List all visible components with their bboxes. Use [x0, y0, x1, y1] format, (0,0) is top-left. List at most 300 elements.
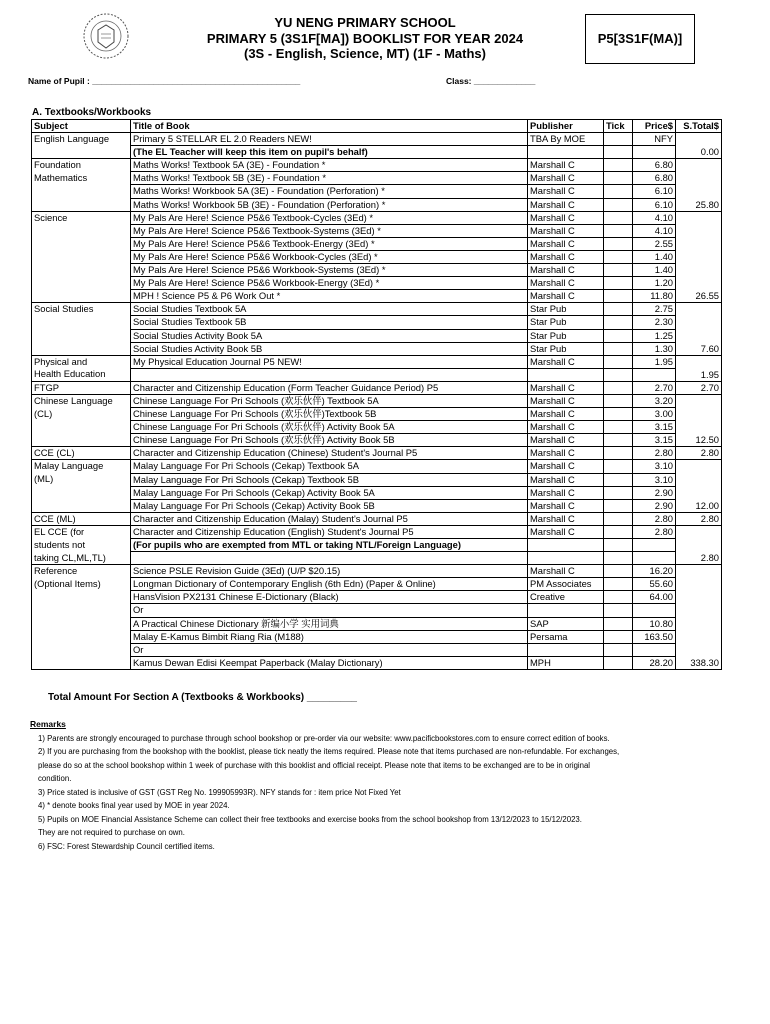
publisher-cell: Marshall C	[528, 264, 604, 277]
tick-checkbox-cell[interactable]	[604, 486, 633, 499]
publisher-cell: Marshall C	[528, 198, 604, 211]
col-header-subject: Subject	[32, 120, 131, 133]
book-title-cell: My Pals Are Here! Science P5&6 Workbook-Energy (3Ed) *	[131, 277, 528, 290]
publisher-cell: Star Pub	[528, 303, 604, 316]
table-row	[32, 290, 722, 303]
pupil-name-field[interactable]: Name of Pupil : ____________________________________________	[28, 76, 301, 86]
book-title-cell: Social Studies Textbook 5B	[131, 316, 528, 329]
subtotal-cell	[676, 630, 722, 643]
table-row	[32, 342, 722, 355]
table-row	[32, 185, 722, 198]
subtotal-cell	[676, 578, 722, 591]
price-cell: 6.80	[633, 172, 676, 185]
subject-cell	[32, 617, 131, 630]
price-cell: 3.20	[633, 394, 676, 407]
tick-checkbox-cell[interactable]	[604, 277, 633, 290]
tick-checkbox-cell[interactable]	[604, 408, 633, 421]
tick-checkbox-cell[interactable]	[604, 172, 633, 185]
booklist-table	[31, 119, 722, 670]
book-title-cell: A Practical Chinese Dictionary 新编小学 实用词典	[131, 617, 528, 630]
price-cell: 2.55	[633, 237, 676, 250]
tick-checkbox-cell[interactable]	[604, 316, 633, 329]
table-row	[32, 264, 722, 277]
price-cell: 6.10	[633, 185, 676, 198]
table-row	[32, 643, 722, 656]
subtotal-cell	[676, 539, 722, 552]
subtotal-cell: 1.95	[676, 368, 722, 381]
table-row	[32, 630, 722, 643]
table-row	[32, 211, 722, 224]
publisher-cell: Star Pub	[528, 329, 604, 342]
subtotal-cell: 25.80	[676, 198, 722, 211]
publisher-cell: Marshall C	[528, 159, 604, 172]
subject-cell: students not	[32, 539, 131, 552]
tick-checkbox-cell[interactable]	[604, 539, 633, 552]
publisher-cell: Marshall C	[528, 434, 604, 447]
price-cell: 2.90	[633, 486, 676, 499]
price-cell: 1.40	[633, 250, 676, 263]
subtotal-cell: 0.00	[676, 146, 722, 159]
tick-checkbox-cell[interactable]	[604, 565, 633, 578]
tick-checkbox-cell[interactable]	[604, 159, 633, 172]
subject-cell	[32, 277, 131, 290]
remarks-title: Remarks	[30, 719, 66, 729]
tick-checkbox-cell[interactable]	[604, 552, 633, 565]
table-row	[32, 525, 722, 538]
book-title-cell: Or	[131, 604, 528, 617]
subject-cell: Reference	[32, 565, 131, 578]
tick-checkbox-cell[interactable]	[604, 355, 633, 368]
table-row	[32, 146, 722, 159]
book-title-cell: Maths Works! Textbook 5A (3E) - Foundation *	[131, 159, 528, 172]
subtotal-cell	[676, 460, 722, 473]
publisher-cell: Marshall C	[528, 224, 604, 237]
price-cell: 64.00	[633, 591, 676, 604]
table-row	[32, 591, 722, 604]
tick-checkbox-cell[interactable]	[604, 591, 633, 604]
tick-checkbox-cell[interactable]	[604, 224, 633, 237]
table-row	[32, 237, 722, 250]
book-title-cell	[131, 552, 528, 565]
subject-cell	[32, 250, 131, 263]
subject-cell: CCE (CL)	[32, 447, 131, 460]
price-cell	[633, 368, 676, 381]
section-a-title: A. Textbooks/Workbooks	[32, 107, 152, 118]
price-cell: 1.25	[633, 329, 676, 342]
table-row	[32, 539, 722, 552]
subtotal-cell	[676, 408, 722, 421]
document-title-block	[150, 15, 580, 62]
book-title-cell: Malay Language For Pri Schools (Cekap) Textbook 5B	[131, 473, 528, 486]
table-header-row	[32, 120, 722, 133]
subtotal-cell: 26.55	[676, 290, 722, 303]
subject-cell: (ML)	[32, 473, 131, 486]
subtotal-cell	[676, 172, 722, 185]
subtotal-cell	[676, 250, 722, 263]
publisher-cell: Marshall C	[528, 408, 604, 421]
price-cell: 3.10	[633, 473, 676, 486]
tick-checkbox-cell[interactable]	[604, 185, 633, 198]
publisher-cell: Marshall C	[528, 525, 604, 538]
booklist-subtitle: (3S - English, Science, MT) (1F - Maths)	[244, 46, 486, 61]
table-row	[32, 486, 722, 499]
subtotal-cell	[676, 591, 722, 604]
tick-checkbox-cell[interactable]	[604, 447, 633, 460]
tick-checkbox-cell[interactable]	[604, 473, 633, 486]
subject-cell: Malay Language	[32, 460, 131, 473]
subject-cell: taking CL,ML,TL)	[32, 552, 131, 565]
tick-checkbox-cell[interactable]	[604, 381, 633, 394]
publisher-cell: Marshall C	[528, 277, 604, 290]
col-header-tick: Tick	[604, 120, 633, 133]
publisher-cell: Star Pub	[528, 316, 604, 329]
publisher-cell: Marshall C	[528, 290, 604, 303]
tick-checkbox-cell[interactable]	[604, 342, 633, 355]
subject-cell: Foundation	[32, 159, 131, 172]
price-cell: 1.40	[633, 264, 676, 277]
subtotal-cell: 2.80	[676, 447, 722, 460]
subject-cell	[32, 342, 131, 355]
subtotal-cell	[676, 316, 722, 329]
tick-checkbox-cell[interactable]	[604, 264, 633, 277]
subtotal-cell	[676, 329, 722, 342]
price-cell: 10.80	[633, 617, 676, 630]
subject-cell	[32, 656, 131, 669]
col-header-price: Price$	[633, 120, 676, 133]
subject-cell	[32, 224, 131, 237]
book-title-cell: Malay Language For Pri Schools (Cekap) Activity Book 5B	[131, 499, 528, 512]
subtotal-cell	[676, 355, 722, 368]
book-title-cell: Character and Citizenship Education (Malay) Student's Journal P5	[131, 512, 528, 525]
subtotal-cell	[676, 277, 722, 290]
table-row	[32, 159, 722, 172]
subtotal-cell	[676, 525, 722, 538]
book-title-cell: (The EL Teacher will keep this item on pupil's behalf)	[131, 146, 528, 159]
price-cell: 4.10	[633, 224, 676, 237]
publisher-cell: Marshall C	[528, 355, 604, 368]
subject-cell	[32, 486, 131, 499]
subject-cell: EL CCE (for	[32, 525, 131, 538]
table-row	[32, 355, 722, 368]
book-title-cell: (For pupils who are exempted from MTL or taking NTL/Foreign Language)	[131, 539, 528, 552]
subtotal-cell: 2.70	[676, 381, 722, 394]
subtotal-cell: 2.80	[676, 552, 722, 565]
subtotal-cell	[676, 264, 722, 277]
price-cell: 6.10	[633, 198, 676, 211]
subtotal-cell	[676, 394, 722, 407]
subtotal-cell	[676, 211, 722, 224]
book-title-cell: MPH ! Science P5 & P6 Work Out *	[131, 290, 528, 303]
price-cell: 2.80	[633, 447, 676, 460]
book-title-cell: Social Studies Activity Book 5A	[131, 329, 528, 342]
subject-cell	[32, 499, 131, 512]
class-field[interactable]: Class: _____________	[446, 76, 536, 86]
tick-checkbox-cell[interactable]	[604, 198, 633, 211]
book-title-cell: Or	[131, 643, 528, 656]
publisher-cell: Marshall C	[528, 447, 604, 460]
col-header-subtotal: S.Total$	[676, 120, 722, 133]
price-cell	[633, 539, 676, 552]
book-title-cell: Primary 5 STELLAR EL 2.0 Readers NEW!	[131, 133, 528, 146]
subject-cell	[32, 421, 131, 434]
class-code-box: P5[3S1F(MA)]	[585, 14, 695, 64]
tick-checkbox-cell[interactable]	[604, 578, 633, 591]
publisher-cell: Marshall C	[528, 185, 604, 198]
publisher-cell: Marshall C	[528, 237, 604, 250]
subtotal-cell	[676, 421, 722, 434]
book-title-cell: My Pals Are Here! Science P5&6 Textbook-Energy (3Ed) *	[131, 237, 528, 250]
book-title-cell: Chinese Language For Pri Schools (欢乐伙伴)Textbook 5B	[131, 408, 528, 421]
subject-cell	[32, 290, 131, 303]
subtotal-cell	[676, 303, 722, 316]
table-row	[32, 277, 722, 290]
table-row	[32, 421, 722, 434]
book-title-cell: My Pals Are Here! Science P5&6 Workbook-Cycles (3Ed) *	[131, 250, 528, 263]
tick-checkbox-cell[interactable]	[604, 460, 633, 473]
tick-checkbox-cell[interactable]	[604, 290, 633, 303]
book-title-cell: My Pals Are Here! Science P5&6 Textbook-Cycles (3Ed) *	[131, 211, 528, 224]
booklist-title: PRIMARY 5 (3S1F[MA]) BOOKLIST FOR YEAR 2024	[206, 30, 524, 46]
price-cell: 3.00	[633, 408, 676, 421]
subject-cell: (CL)	[32, 408, 131, 421]
tick-checkbox-cell[interactable]	[604, 656, 633, 669]
price-cell: 2.70	[633, 381, 676, 394]
price-cell: 16.20	[633, 565, 676, 578]
subtotal-cell	[676, 473, 722, 486]
price-cell: 1.30	[633, 342, 676, 355]
subject-cell: Mathematics	[32, 172, 131, 185]
table-row	[32, 656, 722, 669]
col-header-title: Title of Book	[131, 120, 528, 133]
price-cell	[633, 604, 676, 617]
remarks-block	[30, 718, 750, 853]
table-row	[32, 368, 722, 381]
table-row	[32, 394, 722, 407]
subject-cell	[32, 198, 131, 211]
table-row	[32, 434, 722, 447]
tick-checkbox-cell[interactable]	[604, 643, 633, 656]
publisher-cell: Marshall C	[528, 486, 604, 499]
table-row	[32, 499, 722, 512]
publisher-cell	[528, 539, 604, 552]
subject-cell	[32, 146, 131, 159]
tick-checkbox-cell[interactable]	[604, 604, 633, 617]
publisher-cell: SAP	[528, 617, 604, 630]
subject-cell: CCE (ML)	[32, 512, 131, 525]
table-row	[32, 578, 722, 591]
table-row	[32, 473, 722, 486]
book-title-cell: Maths Works! Textbook 5B (3E) - Foundation *	[131, 172, 528, 185]
publisher-cell	[528, 368, 604, 381]
book-title-cell: HansVision PX2131 Chinese E-Dictionary (Black)	[131, 591, 528, 604]
subject-cell	[32, 237, 131, 250]
publisher-cell: Marshall C	[528, 211, 604, 224]
publisher-cell: Marshall C	[528, 250, 604, 263]
remark-item: please do so at the school bookshop within 1 week of purchase with this booklist and official receipt. Please note that items to be exchanged are to be in original	[38, 760, 591, 770]
remark-item: condition.	[38, 774, 72, 783]
table-row	[32, 408, 722, 421]
book-title-cell: Science PSLE Revision Guide (3Ed) (U/P $20.15)	[131, 565, 528, 578]
table-row	[32, 329, 722, 342]
tick-checkbox-cell[interactable]	[604, 421, 633, 434]
price-cell	[633, 643, 676, 656]
remark-item: They are not required to purchase on own.	[38, 828, 185, 837]
publisher-cell: Marshall C	[528, 421, 604, 434]
subtotal-cell	[676, 133, 722, 146]
subject-cell	[32, 643, 131, 656]
table-row	[32, 552, 722, 565]
tick-checkbox-cell[interactable]	[604, 368, 633, 381]
subject-cell	[32, 316, 131, 329]
table-row	[32, 460, 722, 473]
tick-checkbox-cell[interactable]	[604, 617, 633, 630]
tick-checkbox-cell[interactable]	[604, 211, 633, 224]
price-cell: 3.15	[633, 421, 676, 434]
tick-checkbox-cell[interactable]	[604, 512, 633, 525]
remark-item: 1) Parents are strongly encouraged to purchase through school bookshop or pre-order via our website: www.pacificbookstores.com to ensure correct edition of books.	[38, 733, 610, 743]
subject-cell: (Optional Items)	[32, 578, 131, 591]
publisher-cell	[528, 604, 604, 617]
publisher-cell: PM Associates	[528, 578, 604, 591]
publisher-cell: Persama	[528, 630, 604, 643]
book-title-cell: Social Studies Textbook 5A	[131, 303, 528, 316]
price-cell: 28.20	[633, 656, 676, 669]
subtotal-cell	[676, 565, 722, 578]
table-row	[32, 198, 722, 211]
publisher-cell: Marshall C	[528, 172, 604, 185]
subject-cell	[32, 604, 131, 617]
remark-item: 3) Price stated is inclusive of GST (GST Reg No. 199905993R). NFY stands for : item price Not Fixed Yet	[38, 787, 401, 797]
school-name: YU NENG PRIMARY SCHOOL	[274, 15, 456, 30]
publisher-cell: TBA By MOE	[528, 133, 604, 146]
subject-cell: English Language	[32, 133, 131, 146]
book-title-cell: Chinese Language For Pri Schools (欢乐伙伴) Activity Book 5B	[131, 434, 528, 447]
book-title-cell: Chinese Language For Pri Schools (欢乐伙伴) Textbook 5A	[131, 394, 528, 407]
book-title-cell: Maths Works! Workbook 5B (3E) - Foundation (Perforation) *	[131, 198, 528, 211]
price-cell	[633, 146, 676, 159]
price-cell: 2.30	[633, 316, 676, 329]
tick-checkbox-cell[interactable]	[604, 499, 633, 512]
price-cell: 2.90	[633, 499, 676, 512]
book-title-cell: Maths Works! Workbook 5A (3E) - Foundation (Perforation) *	[131, 185, 528, 198]
price-cell: 3.15	[633, 434, 676, 447]
book-title-cell: Malay Language For Pri Schools (Cekap) Textbook 5A	[131, 460, 528, 473]
subtotal-cell	[676, 224, 722, 237]
publisher-cell: Marshall C	[528, 473, 604, 486]
book-title-cell: Longman Dictionary of Contemporary English (6th Edn) (Paper & Online)	[131, 578, 528, 591]
subject-cell	[32, 591, 131, 604]
subject-cell: FTGP	[32, 381, 131, 394]
price-cell: 11.80	[633, 290, 676, 303]
table-row	[32, 316, 722, 329]
tick-checkbox-cell[interactable]	[604, 525, 633, 538]
tick-checkbox-cell[interactable]	[604, 630, 633, 643]
publisher-cell: Marshall C	[528, 460, 604, 473]
price-cell: 3.10	[633, 460, 676, 473]
book-title-cell: My Pals Are Here! Science P5&6 Textbook-Systems (3Ed) *	[131, 224, 528, 237]
price-cell: NFY	[633, 133, 676, 146]
tick-checkbox-cell[interactable]	[604, 434, 633, 447]
tick-checkbox-cell[interactable]	[604, 237, 633, 250]
publisher-cell: Marshall C	[528, 394, 604, 407]
price-cell: 4.10	[633, 211, 676, 224]
subject-cell: Social Studies	[32, 303, 131, 316]
section-a-total: Total Amount For Section A (Textbooks & Workbooks) _________	[48, 692, 357, 703]
remark-item: 6) FSC: Forest Stewardship Council certified items.	[38, 841, 215, 851]
subtotal-cell: 2.80	[676, 512, 722, 525]
book-title-cell: My Physical Education Journal P5 NEW!	[131, 355, 528, 368]
table-row	[32, 133, 722, 146]
tick-checkbox-cell[interactable]	[604, 394, 633, 407]
price-cell: 2.80	[633, 525, 676, 538]
publisher-cell	[528, 643, 604, 656]
tick-checkbox-cell[interactable]	[604, 133, 633, 146]
school-crest-logo	[82, 12, 130, 60]
subject-cell	[32, 434, 131, 447]
subtotal-cell	[676, 486, 722, 499]
subject-cell: Science	[32, 211, 131, 224]
price-cell	[633, 552, 676, 565]
subject-cell	[32, 264, 131, 277]
remark-item: 2) If you are purchasing from the bookshop with the booklist, please tick neatly the items required. Please note that items purchased are non-refundable. For exchanges,	[38, 747, 620, 756]
table-row	[32, 303, 722, 316]
subtotal-cell	[676, 643, 722, 656]
table-row	[32, 604, 722, 617]
tick-checkbox-cell[interactable]	[604, 146, 633, 159]
tick-checkbox-cell[interactable]	[604, 250, 633, 263]
table-row	[32, 512, 722, 525]
subject-cell: Health Education	[32, 368, 131, 381]
subtotal-cell	[676, 159, 722, 172]
book-title-cell: Character and Citizenship Education (Chinese) Student's Journal P5	[131, 447, 528, 460]
publisher-cell: MPH	[528, 656, 604, 669]
subject-cell	[32, 329, 131, 342]
publisher-cell: Marshall C	[528, 565, 604, 578]
price-cell: 1.20	[633, 277, 676, 290]
remark-item: 4) * denote books final year used by MOE in year 2024.	[38, 801, 230, 810]
col-header-publisher: Publisher	[528, 120, 604, 133]
tick-checkbox-cell[interactable]	[604, 329, 633, 342]
publisher-cell: Marshall C	[528, 512, 604, 525]
book-title-cell: Character and Citizenship Education (English) Student's Journal P5	[131, 525, 528, 538]
pupil-info-row	[28, 76, 748, 86]
subtotal-cell	[676, 604, 722, 617]
subtotal-cell: 12.00	[676, 499, 722, 512]
table-row	[32, 617, 722, 630]
subject-cell	[32, 185, 131, 198]
table-row	[32, 447, 722, 460]
table-row	[32, 250, 722, 263]
book-title-cell: Malay Language For Pri Schools (Cekap) Activity Book 5A	[131, 486, 528, 499]
book-title-cell: Malay E-Kamus Bimbit Riang Ria (M188)	[131, 630, 528, 643]
subject-cell	[32, 630, 131, 643]
book-title-cell: Kamus Dewan Edisi Keempat Paperback (Malay Dictionary)	[131, 656, 528, 669]
table-row	[32, 381, 722, 394]
subtotal-cell: 7.60	[676, 342, 722, 355]
subtotal-cell: 338.30	[676, 656, 722, 669]
subtotal-cell	[676, 237, 722, 250]
price-cell: 1.95	[633, 355, 676, 368]
publisher-cell: Star Pub	[528, 342, 604, 355]
subtotal-cell: 12.50	[676, 434, 722, 447]
price-cell: 2.75	[633, 303, 676, 316]
table-row	[32, 224, 722, 237]
book-title-cell: Social Studies Activity Book 5B	[131, 342, 528, 355]
publisher-cell: Creative	[528, 591, 604, 604]
price-cell: 55.60	[633, 578, 676, 591]
tick-checkbox-cell[interactable]	[604, 303, 633, 316]
table-row	[32, 565, 722, 578]
